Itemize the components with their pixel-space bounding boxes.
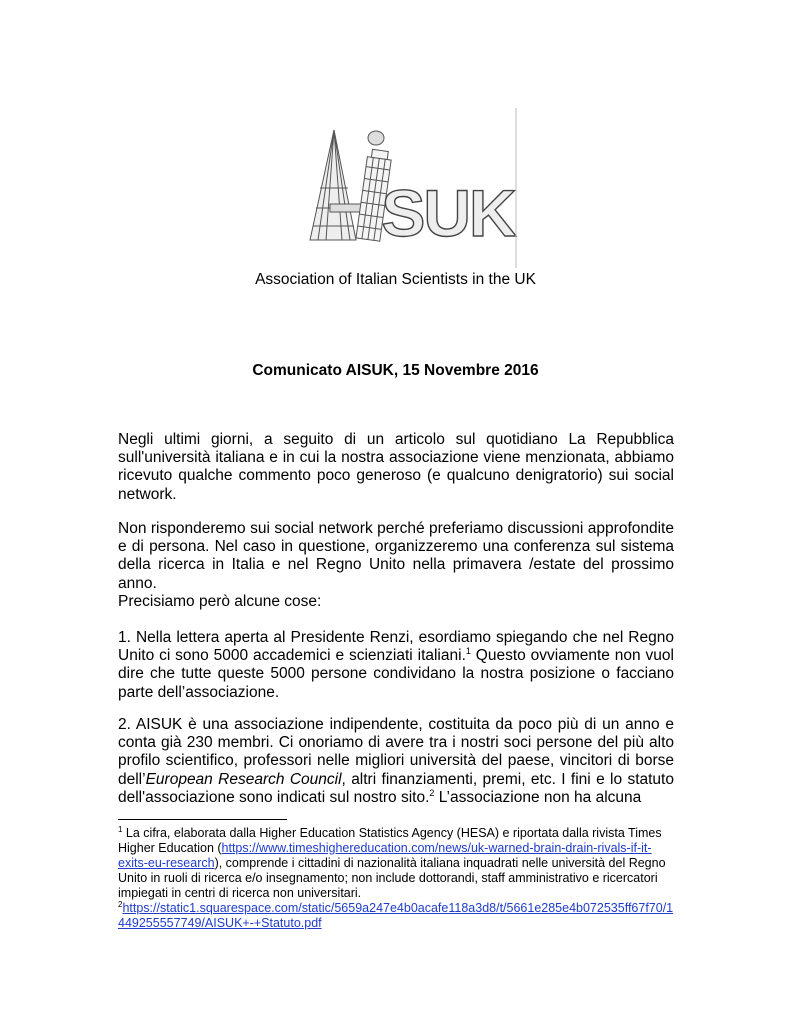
footnote-2 xyxy=(118,901,674,931)
paragraph-4-text-b: Questo ovviamente non vuol dire che tutte queste 5000 persone condividano la nostra posizione o facciano parte dell’associazione. xyxy=(118,647,674,701)
footnote-1-mark: 1 xyxy=(118,825,123,834)
paragraph-4 xyxy=(118,629,674,702)
paragraph-5 xyxy=(118,716,674,807)
aisuk-logo xyxy=(296,108,518,268)
paragraph-4-text-a: 1. Nella lettera aperta al Presidente Renzi, esordiamo spiegando che nel Regno Unito ci sono 5000 accademici e scienziati italiani. xyxy=(118,629,674,665)
footnote-1 xyxy=(118,826,674,901)
document-title: Comunicato AISUK, 15 Novembre 2016 xyxy=(252,362,539,379)
footnote-ref-1[interactable]: 1 xyxy=(465,646,471,657)
footnote-2-link[interactable]: https://static1.squarespace.com/static/5659a247e4b0acafe118a3d8/t/5661e285e4b072535ff67f70/1449255557749/AISUK+-+Statuto.pdf xyxy=(118,901,674,930)
paragraph-5-italic: European Research Council xyxy=(145,770,342,788)
svg-text:SUK: SUK xyxy=(381,176,515,250)
paragraph-5-text-b: , altri finanziamenti, premi, etc. I fini e lo statuto dell'associazione sono indicati sul nostro sito. xyxy=(118,770,674,806)
paragraph-5-text-c: L’associazione non ha alcuna xyxy=(434,788,642,806)
association-subtitle: Association of Italian Scientists in the UK xyxy=(255,271,536,288)
paragraph-1: Negli ultimi giorni, a seguito di un articolo sul quotidiano La Repubblica sull'università italiana e in cui la nostra associazione viene menzionata, abbiamo ricevuto qualche commento poco generoso (e qualcuno denigratorio) sui social network. xyxy=(118,431,674,503)
footnote-ref-2[interactable]: 2 xyxy=(429,787,435,798)
paragraph-5-text-a: 2. AISUK è una associazione indipendente, costituita da poco più di un anno e conta già 230 membri. Ci onoriamo di avere tra i nostri soci persone del più alto profilo scientifico, professori nelle migliori università del paese, vincitori di borse dell’ xyxy=(118,716,674,788)
footnote-1-text-a: La cifra, elaborata dalla Higher Education Statistics Agency (HESA) e riportata dalla rivista Times Higher Education ( xyxy=(118,826,662,855)
paragraph-2: Non risponderemo sui social network perché preferiamo discussioni approfondite e di persona. Nel caso in questione, organizzeremo una conferenza sul sistema della ricerca in Italia e nel Regno Unito nella primavera /estate del prossimo anno. xyxy=(118,520,674,592)
footnote-1-text-b: ), comprende i cittadini di nazionalità italiana inquadrati nelle università del Regno Unito in ruoli di ricerca e/o insegnamento; non include dottorandi, staff amministrativo e ricercatori impiegati in centri di ricerca non universitari. xyxy=(118,856,666,900)
paragraph-3: Precisiamo però alcune cose: xyxy=(118,593,322,610)
footnote-1-link[interactable]: https://www.timeshighereducation.com/news/uk-warned-brain-drain-rivals-if-it-exits-eu-research xyxy=(118,841,652,870)
footnote-2-mark: 2 xyxy=(118,900,123,909)
footnote-separator xyxy=(118,819,287,820)
